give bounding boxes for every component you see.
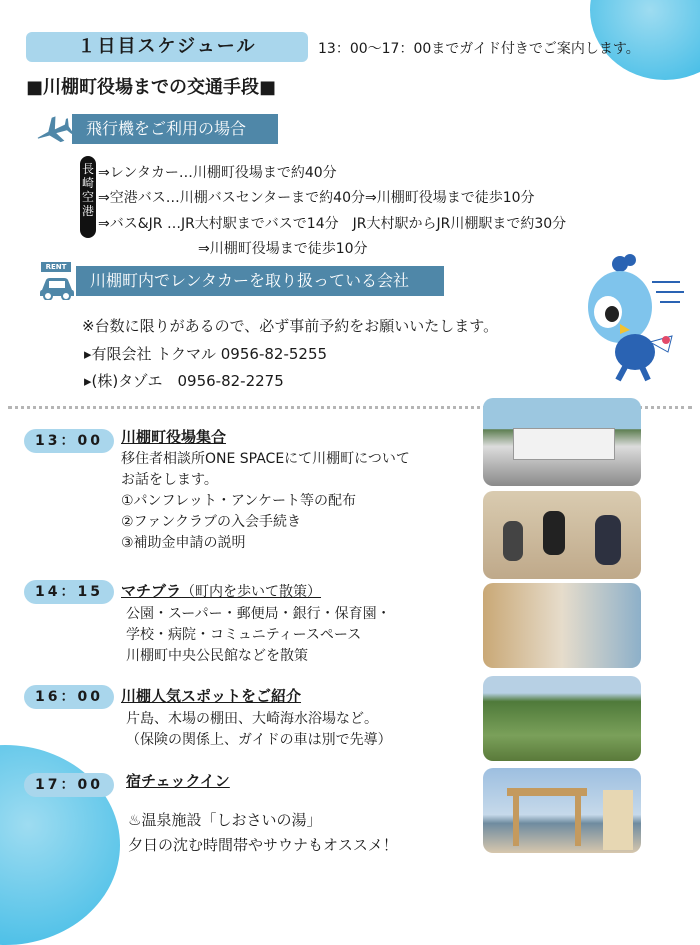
company-tazoe: ▸(株)タゾエ 0956-82-2275	[84, 372, 284, 390]
desc-line: 移住者相談所ONE SPACEにて川棚町について	[121, 451, 410, 467]
route-bus-jr: ⇒バス&JR …JR大村駅までバスで14分 JR大村駅からJR川棚駅まで約30分	[98, 216, 567, 232]
time-badge-1415: 14：15	[24, 580, 114, 604]
photo-consultation	[483, 491, 641, 579]
time-badge-1700: 17：00	[24, 773, 114, 797]
desc-line: 夕日の沈む時間帯やサウナもオススメ！	[128, 836, 398, 854]
schedule-desc-1700	[128, 808, 398, 858]
company-tokumaru: ▸有限会社 トクマル 0956-82-5255	[84, 345, 328, 363]
guide-hours: 13：00～17：00までガイド付きでご案内します。	[318, 41, 640, 57]
schedule-desc-1415	[126, 604, 391, 667]
desc-line: 学校・病院・コミュニティースペース	[126, 627, 362, 643]
schedule-title-1700: 宿チェックイン	[126, 772, 230, 790]
desc-line: ①パンフレット・アンケート等の配布	[121, 493, 357, 509]
rental-note: ※台数に限りがあるので、必ず事前予約をお願いいたします。	[82, 317, 499, 335]
route-rental-car: ⇒レンタカー…川棚町役場まで約40分	[98, 165, 337, 181]
mascot-illustration	[580, 252, 690, 382]
photo-library	[483, 583, 641, 668]
route-walk: ⇒川棚町役場まで徒歩10分	[198, 241, 368, 257]
photo-town-hall	[483, 398, 641, 486]
time-badge-1600: 16：00	[24, 685, 114, 709]
schedule-title-text: マチブラ	[121, 582, 182, 600]
rental-car-icon	[38, 262, 76, 302]
photo-onsen	[483, 768, 641, 853]
desc-line: 公園・スーパー・郵便局・銀行・保育園・	[126, 606, 391, 622]
airplane-section-label: 飛行機をご利用の場合	[72, 114, 278, 144]
schedule-desc-1300	[121, 449, 410, 554]
photo-rice-terraces	[483, 676, 641, 761]
time-badge-1300: 13：00	[24, 429, 114, 453]
schedule-title-1600: 川棚人気スポットをご紹介	[121, 687, 302, 705]
access-heading: ■川棚町役場までの交通手段■	[26, 77, 277, 98]
rent-badge: RENT	[41, 262, 71, 272]
airplane-icon	[34, 114, 72, 146]
schedule-title-1300: 川棚町役場集合	[121, 428, 227, 446]
desc-line: ♨温泉施設「しおさいの湯」	[128, 811, 322, 829]
schedule-title-1415	[121, 580, 321, 601]
desc-line: 片島、木場の棚田、大崎海水浴場など。	[126, 711, 378, 727]
rental-section-label: 川棚町内でレンタカーを取り扱っている会社	[76, 266, 444, 296]
schedule-subtitle: （町内を歩いて散策）	[181, 584, 322, 600]
desc-line: ③補助金申請の説明	[121, 535, 246, 551]
desc-line: （保険の関係上、ガイドの車は別で先導）	[126, 732, 392, 748]
schedule-desc-1600	[126, 709, 392, 751]
desc-line: ②ファンクラブの入会手続き	[121, 514, 301, 530]
route-airport-bus: ⇒空港バス…川棚バスセンターまで約40分⇒川棚町役場まで徒歩10分	[98, 190, 535, 206]
desc-line: お話をします。	[121, 472, 218, 488]
desc-line: 川棚町中央公民館などを散策	[126, 648, 308, 664]
airport-label: 長崎空港	[80, 156, 96, 238]
page-title: １日目スケジュール	[26, 32, 308, 62]
